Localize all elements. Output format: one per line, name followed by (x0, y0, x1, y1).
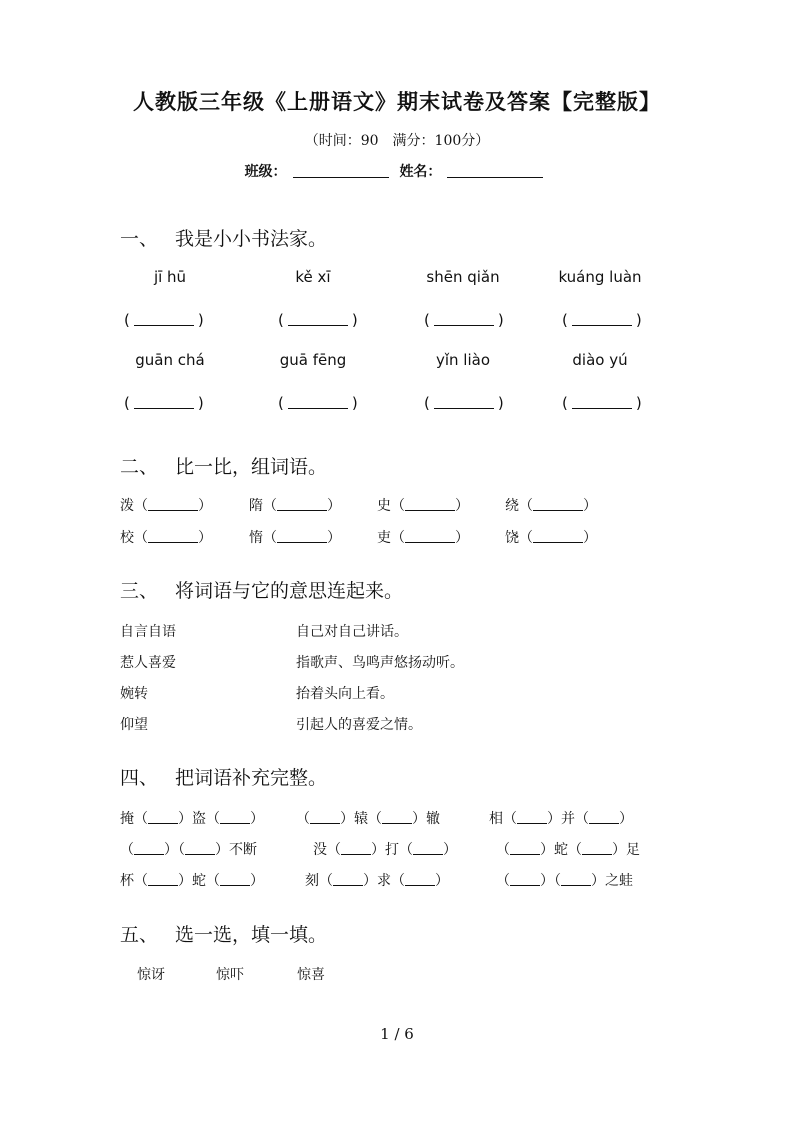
idiom-fill (496, 870, 633, 890)
idiom-fill (313, 839, 457, 859)
answer-line[interactable] (589, 812, 619, 824)
idiom-char: 蛇 (192, 873, 206, 889)
compare-item (120, 527, 212, 547)
answer-line[interactable] (277, 531, 327, 543)
paren-close: ） (540, 842, 554, 858)
pinyin-item: jī hū (153, 268, 187, 286)
answer-line[interactable] (333, 874, 363, 886)
answer-line[interactable] (405, 531, 455, 543)
paren-open: （ (519, 530, 533, 546)
section-number: 二、 (120, 456, 159, 478)
pinyin-item: diào yú (572, 351, 628, 369)
answer-line[interactable] (434, 396, 494, 409)
idiom-fill (489, 808, 633, 828)
paren-open: （ (206, 811, 220, 827)
paren-open: （ (391, 873, 405, 889)
paren-close: ） (591, 873, 605, 889)
paren-close: ） (327, 498, 341, 514)
answer-line[interactable] (185, 843, 215, 855)
section-number: 五、 (120, 924, 159, 946)
paren-open: ( (278, 394, 284, 412)
answer-line[interactable] (220, 812, 250, 824)
answer-blank[interactable] (278, 311, 358, 329)
paren-close: ） (455, 498, 469, 514)
exam-meta: （时间：90 满分：100分） (304, 133, 490, 149)
answer-line[interactable] (310, 812, 340, 824)
idiom-fill (296, 808, 440, 828)
section-number: 四、 (120, 767, 159, 789)
compare-char: 绕 (505, 498, 519, 514)
paren-open: （ (120, 842, 134, 858)
paren-open: （ (296, 811, 310, 827)
paren-close: ） (164, 842, 178, 858)
answer-line[interactable] (434, 313, 494, 326)
section-2-heading (120, 452, 327, 479)
answer-blank[interactable] (124, 394, 204, 412)
idiom-char: 辙 (426, 811, 440, 827)
paren-open: （ (263, 530, 277, 546)
idiom-char: 并 (561, 811, 575, 827)
paren-open: （ (178, 842, 185, 858)
compare-item (505, 527, 597, 547)
answer-line[interactable] (413, 843, 443, 855)
answer-line[interactable] (134, 396, 194, 409)
answer-line[interactable] (148, 874, 178, 886)
paren-close: ） (619, 811, 633, 827)
answer-line[interactable] (220, 874, 250, 886)
student-info (0, 161, 794, 181)
idiom-char: 掩 (120, 811, 134, 827)
paren-open: ( (124, 311, 130, 329)
answer-line[interactable] (341, 843, 371, 855)
paren-open: （ (568, 842, 582, 858)
compare-item (505, 495, 597, 515)
compare-char: 史 (377, 498, 391, 514)
match-term[interactable]: 惹人喜爱 (120, 655, 176, 671)
section-5-heading (120, 920, 327, 947)
paren-close: ） (412, 811, 426, 827)
paren-open: （ (399, 842, 413, 858)
answer-line[interactable] (134, 313, 194, 326)
class-label: 班级： (244, 164, 287, 180)
paren-close: ） (583, 530, 597, 546)
paren-open: （ (134, 530, 148, 546)
compare-item (120, 495, 212, 515)
paren-open: （ (263, 498, 277, 514)
section-title: 把词语补充完整。 (175, 767, 328, 789)
idiom-char: 足 (626, 842, 640, 858)
idiom-char: 辕 (354, 811, 368, 827)
idiom-char: 没 (313, 842, 327, 858)
class-blank[interactable] (293, 163, 389, 178)
paren-open: ( (562, 394, 568, 412)
match-term[interactable]: 婉转 (120, 686, 148, 702)
answer-line[interactable] (148, 812, 178, 824)
section-number: 三、 (120, 580, 159, 602)
compare-char: 惰 (249, 530, 263, 546)
page-number: 1 / 6 (380, 1025, 414, 1043)
paren-open: （ (391, 498, 405, 514)
paren-close: ） (547, 811, 561, 827)
section-1-heading (120, 224, 327, 251)
paren-close: ） (250, 811, 264, 827)
compare-item (249, 527, 341, 547)
idiom-char: 杯 (120, 873, 134, 889)
paren-open: （ (134, 811, 148, 827)
paren-open: （ (319, 873, 333, 889)
paren-open: （ (391, 530, 405, 546)
answer-line[interactable] (533, 499, 583, 511)
answer-blank[interactable] (424, 394, 504, 412)
idiom-fill (120, 808, 264, 828)
answer-line[interactable] (148, 499, 198, 511)
paren-close: ） (435, 873, 449, 889)
idiom-char: 蛇 (554, 842, 568, 858)
section-4-heading (120, 763, 327, 790)
paren-close: ） (198, 530, 212, 546)
choice-word[interactable]: 惊吓 (216, 967, 244, 983)
answer-blank[interactable] (424, 311, 504, 329)
paren-close: ） (371, 842, 385, 858)
answer-line[interactable] (561, 874, 591, 886)
answer-line[interactable] (582, 843, 612, 855)
answer-line[interactable] (510, 843, 540, 855)
paren-close: ） (443, 842, 457, 858)
section-title: 比一比，组词语。 (175, 456, 328, 478)
compare-char: 隋 (249, 498, 263, 514)
paren-close: ) (351, 394, 358, 412)
idiom-char: 打 (385, 842, 399, 858)
paren-close: ） (363, 873, 377, 889)
pinyin-item: shēn qiǎn (426, 268, 500, 286)
paren-close: ) (635, 394, 642, 412)
paren-open: （ (206, 873, 220, 889)
paren-close: ) (497, 311, 504, 329)
idiom-char: 之蛙 (605, 873, 633, 889)
page-title: 人教版三年级《上册语文》期末试卷及答案【完整版】 (133, 89, 661, 114)
match-term[interactable]: 自言自语 (120, 624, 176, 640)
match-definition[interactable]: 抬着头向上看。 (296, 686, 394, 702)
answer-line[interactable] (288, 396, 348, 409)
paren-close: ) (635, 311, 642, 329)
paren-close: ) (497, 394, 504, 412)
paren-open: （ (496, 842, 510, 858)
answer-blank[interactable] (562, 311, 642, 329)
idiom-char: 相 (489, 811, 503, 827)
paren-open: ( (124, 394, 130, 412)
answer-line[interactable] (533, 531, 583, 543)
choice-word[interactable]: 惊讶 (137, 967, 165, 983)
idiom-fill (120, 839, 257, 859)
answer-line[interactable] (517, 812, 547, 824)
idiom-fill (496, 839, 640, 859)
compare-char: 饶 (505, 530, 519, 546)
paren-close: ） (327, 530, 341, 546)
paren-open: （ (519, 498, 533, 514)
pinyin-item: yǐn liào (435, 351, 491, 369)
answer-line[interactable] (510, 874, 540, 886)
paren-open: （ (575, 811, 589, 827)
section-title: 将词语与它的意思连起来。 (175, 580, 404, 602)
paren-open: （ (368, 811, 382, 827)
paren-close: ） (178, 811, 192, 827)
compare-char: 泼 (120, 498, 134, 514)
paren-open: ( (278, 311, 284, 329)
paren-close: ） (215, 842, 229, 858)
section-number: 一、 (120, 228, 159, 250)
choice-word[interactable]: 惊喜 (297, 967, 325, 983)
paren-close: ） (340, 811, 354, 827)
idiom-fill (305, 870, 449, 890)
answer-blank[interactable] (278, 394, 358, 412)
compare-item (377, 495, 469, 515)
paren-close: ） (250, 873, 264, 889)
pinyin-item: kuáng luàn (558, 268, 642, 286)
paren-close: ） (540, 873, 554, 889)
paren-open: ( (424, 311, 430, 329)
idiom-char: 求 (377, 873, 391, 889)
idiom-char: 刻 (305, 873, 319, 889)
answer-blank[interactable] (562, 394, 642, 412)
pinyin-item: kě xī (295, 268, 331, 286)
section-title: 我是小小书法家。 (175, 228, 328, 250)
match-definition[interactable]: 自己对自己讲话。 (296, 624, 408, 640)
pinyin-item: guān chá (135, 351, 205, 369)
compare-item (377, 527, 469, 547)
paren-close: ） (583, 498, 597, 514)
idiom-char: 盗 (192, 811, 206, 827)
paren-open: （ (496, 873, 510, 889)
paren-open: （ (134, 498, 148, 514)
answer-line[interactable] (148, 531, 198, 543)
paren-close: ） (198, 498, 212, 514)
paren-close: ） (455, 530, 469, 546)
paren-open: （ (503, 811, 517, 827)
answer-blank[interactable] (124, 311, 204, 329)
paren-close: ) (351, 311, 358, 329)
answer-line[interactable] (572, 313, 632, 326)
paren-close: ） (178, 873, 192, 889)
paren-open: （ (327, 842, 341, 858)
compare-char: 吏 (377, 530, 391, 546)
match-definition[interactable]: 指歌声、鸟鸣声悠扬动听。 (296, 655, 464, 671)
compare-char: 校 (120, 530, 134, 546)
answer-line[interactable] (288, 313, 348, 326)
answer-line[interactable] (405, 499, 455, 511)
name-label: 姓名： (399, 164, 442, 180)
idiom-fill (120, 870, 264, 890)
paren-open: ( (562, 311, 568, 329)
paren-close: ） (612, 842, 626, 858)
idiom-char: 不断 (229, 842, 257, 858)
answer-line[interactable] (405, 874, 435, 886)
section-title: 选一选，填一填。 (175, 924, 328, 946)
pinyin-item: guā fēng (279, 351, 347, 369)
answer-line[interactable] (572, 396, 632, 409)
paren-open: （ (554, 873, 561, 889)
paren-open: ( (424, 394, 430, 412)
match-definition[interactable]: 引起人的喜爱之情。 (296, 717, 422, 733)
match-term[interactable]: 仰望 (120, 717, 148, 733)
answer-line[interactable] (134, 843, 164, 855)
paren-close: ) (197, 311, 204, 329)
answer-line[interactable] (382, 812, 412, 824)
paren-close: ) (197, 394, 204, 412)
section-3-heading (120, 576, 403, 603)
answer-line[interactable] (277, 499, 327, 511)
paren-open: （ (134, 873, 148, 889)
compare-item (249, 495, 341, 515)
name-blank[interactable] (447, 163, 543, 178)
